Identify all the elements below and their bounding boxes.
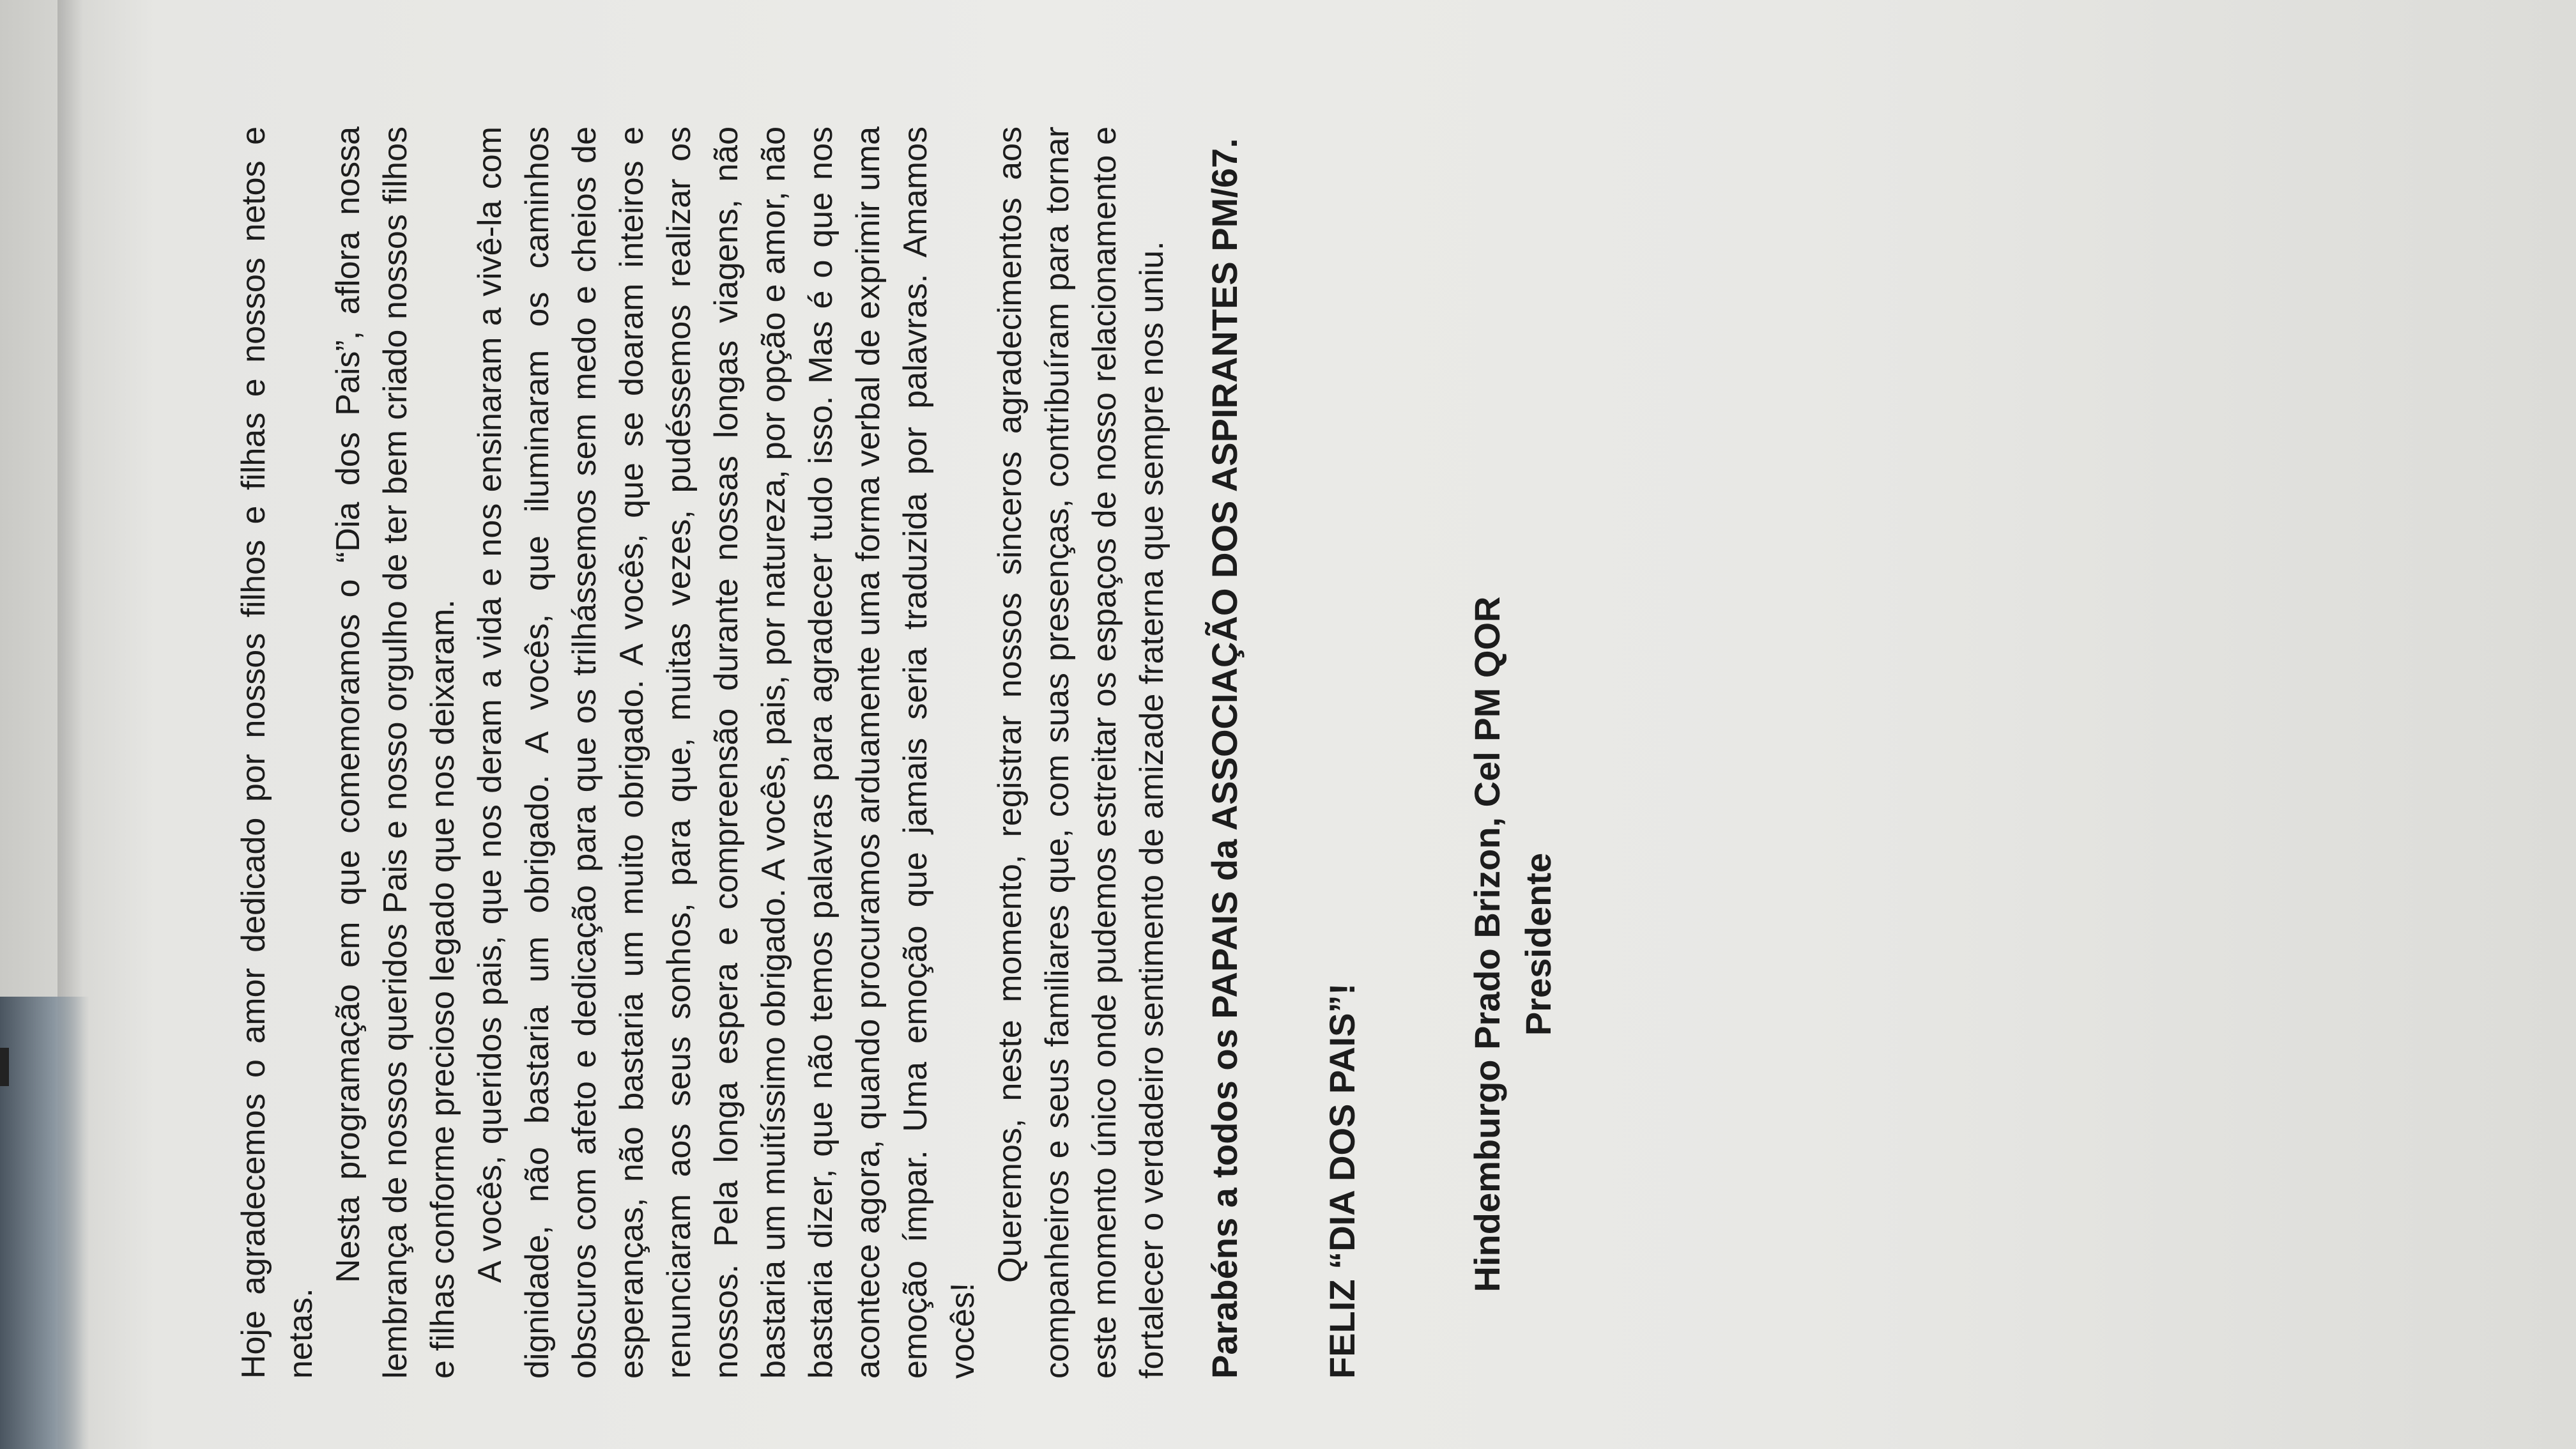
background-corner	[0, 997, 89, 1449]
letter-body	[230, 126, 1564, 1379]
congratulations-line: Parabéns a todos os PAPAIS da ASSOCIAÇÃO DOS ASPIRANTES PM/67.	[1204, 138, 1245, 1379]
greeting-line: FELIZ “DIA DOS PAIS”!	[1322, 983, 1362, 1379]
paragraph-3: A vocês, queridos pais, que nos deram a vida e nos ensinaram a vivê-la com dignidade, não bastaria um obrigado. A vocês, que iluminaram os caminhos obscuros com afeto e dedicação para que os trilhássemos sem medo e cheios de esperanças, não bastaria um muito obrigado. A vocês, que se doaram inteiros e renunciaram aos seus sonhos, para que, muitas vezes, pudéssemos realizar os nossos. Pela longa espera e compreensão durante nossas longas viagens, não bastaria um muitíssimo obrigado. A vocês, pais, por natureza, por opção e amor, não bastaria dizer, que não temos palavras para agradecer tudo isso. Mas é o que nos acontece agora, quando procuramos arduamente uma forma verbal de exprimir uma emoção ímpar. Uma emoção que jamais seria traduzida por palavras. Amamos vocês!	[471, 126, 981, 1379]
paragraph-4: Queremos, neste momento, registrar nossos sinceros agradecimentos aos companheiros e seus familiares que, com suas presenças, contribuíram para tornar este momento único onde pudemos estreitar os espaços de nosso relacionamento e fortalecer o verdadeiro sentimento de amizade fraterna que sempre nos uniu.	[992, 126, 1170, 1379]
paragraph-1: Hoje agradecemos o amor dedicado por nossos filhos e filhas e nossos netos e netas.	[235, 126, 319, 1379]
signature-name: Hindemburgo Prado Brizon, Cel PM QOR	[1467, 596, 1507, 1292]
letter-sheet	[166, 0, 1558, 1449]
signature-block	[1462, 510, 1564, 1379]
signature-title: Presidente	[1518, 852, 1558, 1036]
binder-mark	[0, 1048, 9, 1086]
paragraph-2: Nesta programação em que comemoramos o “Dia dos Pais”, aflora nossa lembrança de nossos queridos Pais e nosso orgulho de ter bem criado nossos filhos e filhas conforme precioso legado que nos deixaram.	[330, 126, 461, 1379]
